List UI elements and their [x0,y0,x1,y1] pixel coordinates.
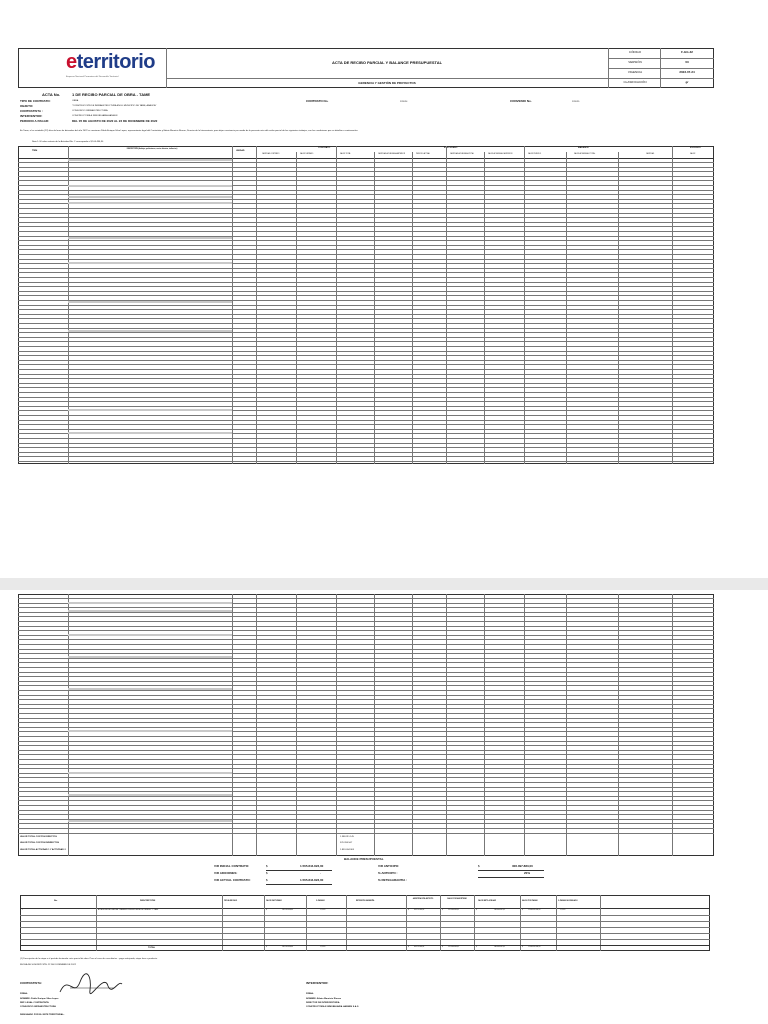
sub-valor-total: VALOR ACUMULADO TOTAL [574,154,596,155]
pay-total-pct: 17,55% [320,947,326,948]
table-row-rule [18,616,714,617]
table-row-rule [18,607,714,608]
table-row-rule [18,630,714,631]
sub-acum-ant: CANTIDAD ACUMULADA ANTERIOR [378,154,406,155]
pay-header: SALDO POR AMORTIZAR [447,899,467,900]
table-row-rule [18,291,714,292]
table-row-rule [18,309,714,310]
summary-value: 376.284.507 [340,842,353,844]
intro-text: En Tame, a los veintidós (22) días del mes de diciembre del año 2022 se reunieron Pablo Enrique Silva Lopez, representante legal del Contratista y Edwin Mauricio Rincon, Director de la Interventoria, para dejar constancia por medio de la presente acta del recibo parcial de los siguientes trabajos, con las condiciones que se detallan a continuación: [20,130,359,132]
table-row-rule [18,305,714,306]
meta-value-vigencia: 2023-07-24 [679,70,695,74]
table-row-rule [18,745,714,746]
table-row-rule [18,741,714,742]
sub-valor-anterior: VALOR ACUMULADO ANTERIOR [488,154,513,155]
table-section-band [68,602,232,604]
table-row-rule [18,791,714,792]
table-section-band [68,610,232,612]
table-row-rule [18,644,714,645]
table-row-rule [18,245,714,246]
logo: eterritorio [66,51,155,73]
table-row-rule [18,341,714,342]
table-section-band [68,820,232,822]
convenio-value: 222025 [572,101,580,103]
pay-saldo-pagar: 1.106.874.186,99 [528,910,541,911]
table-row-rule [18,823,714,824]
balance-label: % RETEGARANTIA : [378,878,408,882]
ente-territorial: DESIGNADO POR EL ENTE TERRITORIAL: [20,1014,65,1016]
table-row-rule [18,337,714,338]
table-row-rule [18,226,714,227]
balance-label: V/R ACTUAL CONTRATO: [214,878,251,882]
table-row-rule [18,355,714,356]
table-section-band [68,772,232,774]
field-value: CONSORCIO INFRAESTRUCTURA [72,110,108,112]
table-row-rule [18,369,714,370]
table-row-rule [18,167,714,168]
pay-total-saldo: 237.364.383,01 [448,947,460,948]
interventor-firma: FIRMA: [306,993,314,995]
table-row-rule [18,764,714,765]
table-row-rule [18,754,714,755]
table-section-band [68,330,232,332]
table-row-rule [18,787,714,788]
observacion: (1) Descripción de la etapa o el período facturado: acta parcial de obra. Para el caso de consultorías : pago anticipado, etapa fase o producto. [20,958,158,960]
sub-vt: VALOR TOTAL [340,154,351,155]
pay-total-facturado: 285.116.098,00 [282,947,293,948]
table-row-rule [18,190,714,191]
table-section-band [68,185,232,187]
grp-excesos: EXCESOS [690,147,701,149]
acta-title: 1 DE RECIBO PARCIAL DE OBRA - TAME [72,92,151,97]
pay-facturado: 285.116.098,00 [282,910,293,911]
pay-header: % PAGADO ACUMULADO [558,901,578,902]
col-item: ÍTEM [32,150,38,152]
table-row-rule [18,722,714,723]
pay-neto: 186.400.387,01 [494,910,506,911]
balance-label: V/R ADICIONES: [214,871,238,875]
contratista-cargo: REP. LEGAL CONTRATISTA [20,1002,49,1004]
balance-label: % ANTICIPO : [378,871,398,875]
col-unit: UNIDAD [236,150,245,152]
meta-value-codigo: F-GG-32 [681,50,693,54]
table-row-rule [18,438,714,439]
balance-value: - [320,871,321,875]
pay-amort: 63.973.004,00 [414,910,425,911]
doc-title: ACTA DE RECIBO PARCIAL Y BALANCE PRESUPUESTAL [331,60,443,65]
table-row-rule [18,695,714,696]
table-row-rule [18,424,714,425]
table-row-rule [18,667,714,668]
table-row-rule [18,768,714,769]
interventor-empresa: CONSTRUCTORA E INMOBILIARIA HANSEN S.A.S [306,1006,359,1008]
pay-no: 1 [22,910,23,911]
pay-header: % PAGADO [316,901,325,902]
table-row-rule [18,351,714,352]
table-row-rule [18,286,714,287]
meta-label-codigo: CÓDIGO [628,50,642,54]
table-row-rule [18,708,714,709]
field-label: CONTRATISTA : [20,109,43,113]
table-row-rule [18,649,714,650]
table-row-rule [18,713,714,714]
pay-desc: ACTA DE RECIBO PARCIAL Y BALANCE PRESUPUESTAL DE OBRA No. 1 - TAME [98,910,159,911]
field-value: "CONSTRUCCIÓN DE INFRAESTRUCTURA EN EL MUNICIPIO DE TAME, ARAUCA" [72,105,157,107]
table-row-rule [18,272,714,273]
summary-label: VALOR TOTAL COSTOS INDIRECTOS [20,842,60,844]
table-row-rule [18,639,714,640]
table-row-rule [18,208,714,209]
table-section-band [68,301,232,303]
table-row-rule [18,387,714,388]
table-row-rule [18,699,714,700]
table-row-rule [18,626,714,627]
table-row-rule [18,364,714,365]
sub-cant: CANTIDAD CONTRATO [262,154,280,155]
table-row-rule [18,268,714,269]
pay-header: DESCRIPCIÓN [140,900,156,902]
pay-total-label: TOTAL [148,947,156,949]
acta-label: ACTA No. [42,92,61,97]
grp-contrato: CONTRATO [318,147,331,149]
table-row-rule [18,805,714,806]
table-row-rule [18,810,714,811]
pay-header: VALOR FACTURADO [266,901,282,902]
table-row-rule [18,456,714,457]
table-row-rule [18,318,714,319]
table-row-rule [18,672,714,673]
table-row-rule [18,401,714,402]
contratista-nombre: NOMBRE: Pablo Enrique Silva Lopez [20,998,59,1000]
table-row-rule [18,727,714,728]
balance-value: 306.097.883,00 [512,864,533,868]
logo-text: territorio [76,51,155,73]
summary-value: 1.388.311.145 [340,836,354,838]
sub-vu: VALOR UNITARIO [300,154,314,155]
table-row-rule [18,374,714,375]
field-label: TIPO DE CONTRATO: [20,99,51,103]
table-row-rule [18,415,714,416]
summary-value: 1.853.034.903 [340,849,354,851]
interventor-cargo: DIRECTOR DE INTERVENTORIA [306,1002,340,1004]
table-row-rule [18,378,714,379]
meta-label-version: VERSIÓN [628,60,642,64]
logo-tagline: Empresa Nacional Promotora del Desarrollo Territorial [66,76,119,78]
contrato-value: 222024 [400,101,408,103]
table-section-band [68,237,232,239]
grp-ejecutado: EJECUTADO [444,147,458,149]
page-2: VALOR TOTAL COSTOS DIRECTOS 1.388.311.145 VALOR TOTAL COSTOS INDIRECTOS 376.284.507 VALOR TOTAL ACTIVIDAD 1 Y ACTIVIDAD 2 1.853.034.903 BALANCE PRESUPUESTAL V/R INICIAL CONTRATO: $ 1.565.844.823,00 V/R ADICIONES: $ - V/R ACTUAL CONTRATO: $ 1.565.844.823,00 V/R ANTICIPO: $ 306.097.883,00 % ANTICIPO : 20% % RETEGARANTIA : No. DESCRIPCIÓN FECHA DE PAGO VALOR FACTURADO % PAGADO RETENCIÓN GARANTÍA AMORTIZACIÓN ANTICIPO SALDO POR AMORTIZAR VALOR NETO A PAGAR SALDO POR PAGAR % PAGADO ACUMULADO 1 ACTA DE RECIBO PARCIAL Y BALANCE PRESUPUESTAL DE OBRA No. 1 - TAME $ 285.116.098,00 17,55% $ 63.973.004,00 $ 237.364.383,01 $ 186.400.387,01 $ 1.106.874.186,99 17,55% TOTAL $ 285.116.098,00 17,55% $ 63.973.004,00 $ 237.364.383,01 $ 186.400.387,01 $ 1.106.874.186,99 (1) Descripción de la etapa o el período facturado: acta parcial de obra. Para el caso de consultorías : pago anticipado, etapa fase o producto. FECHA DE SUSCRIPCIÓN: 22 DE DICIEMBRE DE 2022 CONTRATISTA: FIRMA: NOMBRE: Pablo Enrique Silva Lopez REP. LEGAL CONTRATISTA CONSORCIO INFRAESTRUCTURA DESIGNADO POR EL ENTE TERRITORIAL: INTERVENTOR: FIRMA: NOMBRE: Edwin Mauricio Rincon DIRECTOR DE INTERVENTORIA CONSTRUCTORA E INMOBILIARIA HANSEN S.A.S [0,590,768,1024]
table-row-rule [18,782,714,783]
nota: Nota 1: El valor unitario de la Actividad No. 2 corresponde a $ 104.496,30 [32,141,104,143]
table-section-band [68,409,232,411]
table-row-rule [18,452,714,453]
summary-label: VALOR TOTAL COSTOS DIRECTOS [20,836,57,838]
grp-balance: BALANCE [578,147,589,149]
table-row-rule [18,621,714,622]
meta-value-clasificacion: gr [685,80,689,84]
summary-label: VALOR TOTAL ACTIVIDAD 1 Y ACTIVIDAD 2 [20,849,66,851]
table-row-rule [18,231,714,232]
balance-value: 1.565.844.823,00 [300,878,324,882]
pay-header: FECHA DE PAGO [224,901,238,902]
pay-saldo: 237.364.383,01 [448,910,460,911]
table-row-rule [18,833,714,834]
interventor-nombre: NOMBRE: Edwin Mauricio Rincon [306,998,342,1000]
balance-title: BALANCE PRESUPUESTAL [344,857,384,861]
doc-subtitle: GERENCIA Y GESTIÓN DE PROYECTOS [358,81,416,85]
table-row-rule [18,277,714,278]
table-row-rule [18,736,714,737]
table-section-band [68,159,232,161]
table-row-rule [18,443,714,444]
contratista-empresa: CONSORCIO INFRAESTRUCTURA [20,1006,56,1008]
convenio-label: CONVENIO No. [510,99,532,103]
table-row-rule [18,180,714,181]
interventor-label: INTERVENTOR: [306,981,329,985]
table-row-rule [18,240,714,241]
table-row-rule [18,461,714,462]
table-row-rule [18,777,714,778]
table-row-rule [18,346,714,347]
table-row-rule [18,420,714,421]
pay-pct-acum: 17,55% [560,910,566,911]
sub-cantidad: CANTIDAD [646,154,655,155]
table-row-rule [18,360,714,361]
pay-total-neto: 186.400.387,01 [494,947,506,948]
table-row-rule [18,681,714,682]
meta-label-clasificacion: CLASIFICACIÓN [623,80,647,84]
table-row-rule [18,383,714,384]
table-row-rule [18,392,714,393]
field-value: CONSTRUCTORA E INMOBILIARIA HANSEN [72,115,118,117]
balance-value: 1.565.844.823,00 [300,864,324,868]
sub-acum-total: CANTIDAD ACUMULADA TOTAL [450,154,474,155]
table-row-rule [18,171,714,172]
table-row-rule [18,328,714,329]
table-row-rule [18,222,714,223]
table-section-band [68,656,232,658]
table-row-rule [18,162,714,163]
table-row-rule [18,249,714,250]
sub-valor: VALOR [690,154,696,155]
sub-valor-periodo: VALOR PERIODO [528,154,542,155]
balance-label: V/R INICIAL CONTRATO: [214,864,250,868]
table-row-rule [18,314,714,315]
table-row-rule [18,176,714,177]
pay-header: No. [54,900,58,902]
pay-header: RETENCIÓN GARANTÍA [356,901,375,902]
table-row-rule [18,406,714,407]
table-row-rule [18,759,714,760]
table-row-rule [18,323,714,324]
table-row-rule [18,199,714,200]
table-section-band [68,196,232,198]
table-row-rule [18,254,714,255]
table-row-rule [18,814,714,815]
contratista-signature [56,970,126,1000]
pay-header: AMORTIZACIÓN ANTICIPO [412,899,434,900]
balance-label: V/R ANTICIPO: [378,864,400,868]
fecha-suscripcion: FECHA DE SUSCRIPCIÓN: 22 DE DICIEMBRE DE 2022 [20,964,76,966]
col-desc: DESCRIPCIÓN (Anticipo, preliminares, costos directos, indirectos) [126,149,178,150]
table-row-rule [18,685,714,686]
page-break [0,578,768,590]
table-row-rule [18,704,714,705]
table-section-band [68,730,232,732]
pay-total-amort: 63.973.004,00 [414,947,425,948]
field-label: OBJETO: [20,104,34,108]
table-row-rule [18,447,714,448]
table-row-rule [18,718,714,719]
contratista-label: CONTRATISTA: [20,981,43,985]
table-row-rule [18,213,714,214]
table-section-band [68,794,232,796]
contrato-label: CONTRATO No. [306,99,329,103]
table-section-band [68,262,232,264]
pay-pct: 17,55% [320,910,326,911]
table-section-band [68,688,232,690]
table-section-band [68,202,232,204]
field-label: PERIODO A PAGAR: [20,119,50,123]
balance-value: 20% [524,871,531,875]
table-row-rule [18,598,714,599]
meta-value-version: 03 [685,60,689,64]
table-row-rule [18,662,714,663]
meta-label-vigencia: VIGENCIA [627,70,643,74]
table-row-rule [18,828,714,829]
pay-header: SALDO POR PAGAR [522,901,538,902]
field-value: DEL 05 DE AGOSTO DE 2022 AL 22 DE DICIEMBRE DE 2022 [72,119,158,123]
table-row-rule [18,282,714,283]
table-row-rule [18,295,714,296]
table-row-rule [18,653,714,654]
table-row-rule [18,676,714,677]
payments-table [20,895,710,951]
table-section-band [68,432,232,434]
pay-header: VALOR NETO A PAGAR [478,901,496,902]
table-row-rule [18,397,714,398]
table-row-rule [18,259,714,260]
contratista-firma: FIRMA: [20,993,28,995]
field-label: INTERVENTOR: [20,114,43,118]
table-row-rule [18,429,714,430]
table-row-rule [18,750,714,751]
table-row-rule [18,217,714,218]
pay-total-saldo-pagar: 1.106.874.186,99 [528,947,541,948]
table-section-band [68,634,232,636]
sub-periodo: PERIODO ACTUAL [416,154,430,155]
table-row-rule [18,800,714,801]
field-value: OBRA [72,100,79,102]
